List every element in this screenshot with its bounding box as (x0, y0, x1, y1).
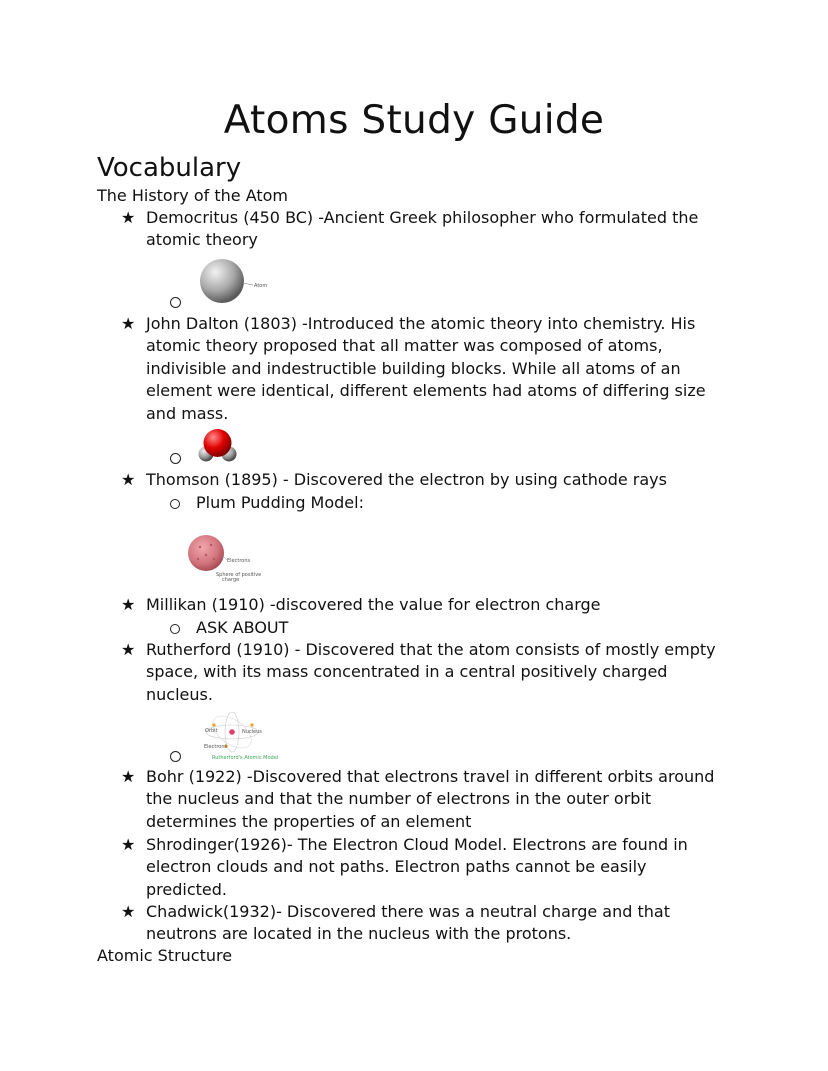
thomson-label-sphere: Sphere of positive (216, 572, 262, 578)
subheading-history-of-atom: The History of the Atom (97, 186, 289, 205)
hollow-circle-bullet-icon (170, 499, 180, 509)
list-item-bohr (121, 766, 721, 833)
page-title: Atoms Study Guide (223, 98, 605, 143)
star-bullet-icon: ★ (121, 470, 136, 489)
list-item-text: Chadwick(1932)- Discovered there was a neutral charge and that neutrons are located in the nucleus with the protons. (146, 902, 670, 944)
democritus-atom-image (196, 256, 271, 306)
list-item-shrodinger (121, 834, 721, 901)
list-item-text: Bohr (1922) -Discovered that electrons travel in different orbits around the nucleus and that the number of electrons in the outer orbit determines the properties of an element (146, 767, 715, 831)
hollow-circle-bullet-icon (170, 751, 181, 762)
rutherford-label-nucleus: Nucleus (242, 729, 262, 735)
hollow-circle-bullet-icon (170, 624, 180, 634)
star-bullet-icon: ★ (121, 835, 136, 854)
sub-item-ask-about (170, 617, 288, 639)
atom-label: Atom (254, 283, 268, 289)
list-item-thomson (121, 469, 721, 491)
thomson-label-electrons: Electrons (227, 558, 251, 564)
list-item-millikan (121, 594, 721, 616)
sub-item-text: ASK ABOUT (196, 618, 289, 637)
sub-item-plum-pudding (170, 492, 364, 514)
rutherford-caption: Rutherford's Atomic Model (212, 755, 279, 761)
list-item-democritus (121, 207, 721, 252)
list-item-chadwick (121, 901, 721, 946)
star-bullet-icon: ★ (121, 640, 136, 659)
sub-item-text: Plum Pudding Model: (196, 493, 364, 512)
list-item-text: Thomson (1895) - Discovered the electron by using cathode rays (146, 470, 667, 489)
list-item-text: Shrodinger(1926)- The Electron Cloud Model. Electrons are found in electron clouds and not paths. Electron paths cannot be easily predicted. (146, 835, 688, 899)
thomson-label-charge: charge (222, 577, 240, 583)
rutherford-label-orbit: Orbit (205, 728, 218, 734)
plum-pudding-model-image (186, 533, 262, 583)
hollow-circle-bullet-icon (170, 297, 181, 308)
atom-sphere (200, 259, 244, 303)
star-bullet-icon: ★ (121, 208, 136, 227)
rutherford-model-image (200, 708, 279, 764)
section-heading-vocabulary: Vocabulary (97, 153, 242, 183)
list-item-dalton (121, 313, 721, 425)
list-item-rutherford (121, 639, 721, 706)
star-bullet-icon: ★ (121, 314, 136, 333)
list-item-text: Democritus (450 BC) -Ancient Greek philosopher who formulated the atomic theory (146, 208, 699, 250)
star-bullet-icon: ★ (121, 767, 136, 786)
list-item-text: John Dalton (1803) -Introduced the atomic theory into chemistry. His atomic theory proposed that all matter was composed of atoms, indivisible and indestructible building blocks. While all atoms of an element were identical, different elements had atoms of differing size and mass. (146, 314, 706, 423)
rutherford-label-electrons: Electrons (204, 744, 228, 750)
star-bullet-icon: ★ (121, 902, 136, 921)
star-bullet-icon: ★ (121, 595, 136, 614)
list-item-text: Rutherford (1910) - Discovered that the atom consists of mostly empty space, with its mass concentrated in a central positively charged nucleus. (146, 640, 716, 704)
list-item-text: Millikan (1910) -discovered the value for electron charge (146, 595, 601, 614)
subheading-atomic-structure: Atomic Structure (97, 946, 233, 965)
dalton-molecule-image (196, 428, 241, 464)
hollow-circle-bullet-icon (170, 453, 181, 464)
